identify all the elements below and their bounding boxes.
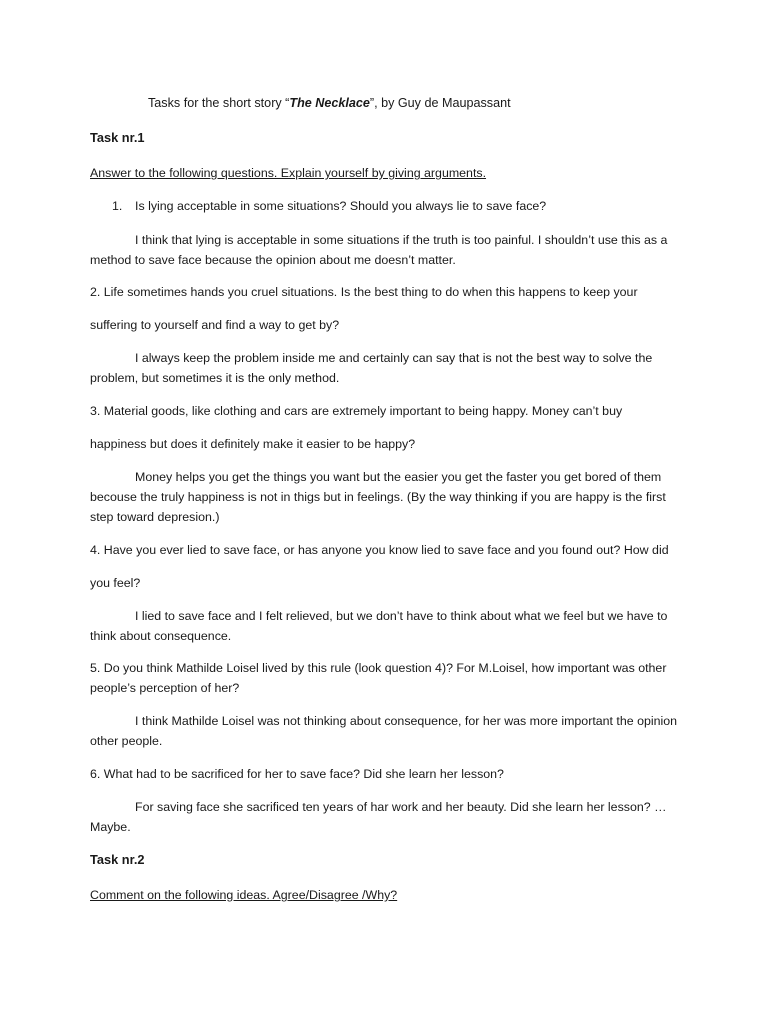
question-4-line-2: you feel? [90,576,141,590]
question-2-line-2: suffering to yourself and find a way to get by? [90,318,340,332]
question-3-line-2: happiness but does it definitely make it easier to be happy? [90,437,416,451]
question-4-line-1: 4. Have you ever lied to save face, or has anyone you know lied to save face and you found out? How did [90,543,669,557]
task1-heading: Task nr.1 [90,130,145,145]
question-2-line-1: 2. Life sometimes hands you cruel situations. Is the best thing to do when this happens to keep your [90,285,638,299]
answer-6: For saving face she sacrificed ten years of har work and her beauty. Did she learn her lesson? … Maybe. [90,800,667,834]
question-1-text: Is lying acceptable in some situations? Should you always lie to save face? [135,199,547,213]
task2-instruction: Comment on the following ideas. Agree/Disagree /Why? [90,888,398,902]
question-3-line-1: 3. Material goods, like clothing and cars are extremely important to being happy. Money can’t buy [90,404,623,418]
answer-5: I think Mathilde Loisel was not thinking about consequence, for her was more important the opinion other people. [90,714,678,748]
document-title: Tasks for the short story “The Necklace”, by Guy de Maupassant [148,96,511,110]
question-5: 5. Do you think Mathilde Loisel lived by this rule (look question 4)? For M.Loisel, how important was other people’s perception of her? [90,661,667,695]
answer-1: I think that lying is acceptable in some situations if the truth is too painful. I shouldn’t use this as a method to save face because the opinion about me doesn’t matter. [90,233,668,267]
story-title: The Necklace [289,96,370,110]
task1-instruction: Answer to the following questions. Explain yourself by giving arguments. [90,166,487,180]
task2-heading: Task nr.2 [90,852,145,867]
question-1 [112,196,692,216]
answer-3: Money helps you get the things you want but the easier you get the faster you get bored of them becouse the truly happiness is not in thigs but in feelings. (By the way thinking if you are happy is the first step toward depresion.) [90,470,666,524]
answer-2: I always keep the problem inside me and certainly can say that is not the best way to solve the problem, but sometimes it is the only method. [90,351,653,385]
question-1-number: 1. [112,199,123,213]
question-6: 6. What had to be sacrificed for her to save face? Did she learn her lesson? [90,767,504,781]
answer-4: I lied to save face and I felt relieved, but we don’t have to think about what we feel but we have to think about consequence. [90,609,668,643]
